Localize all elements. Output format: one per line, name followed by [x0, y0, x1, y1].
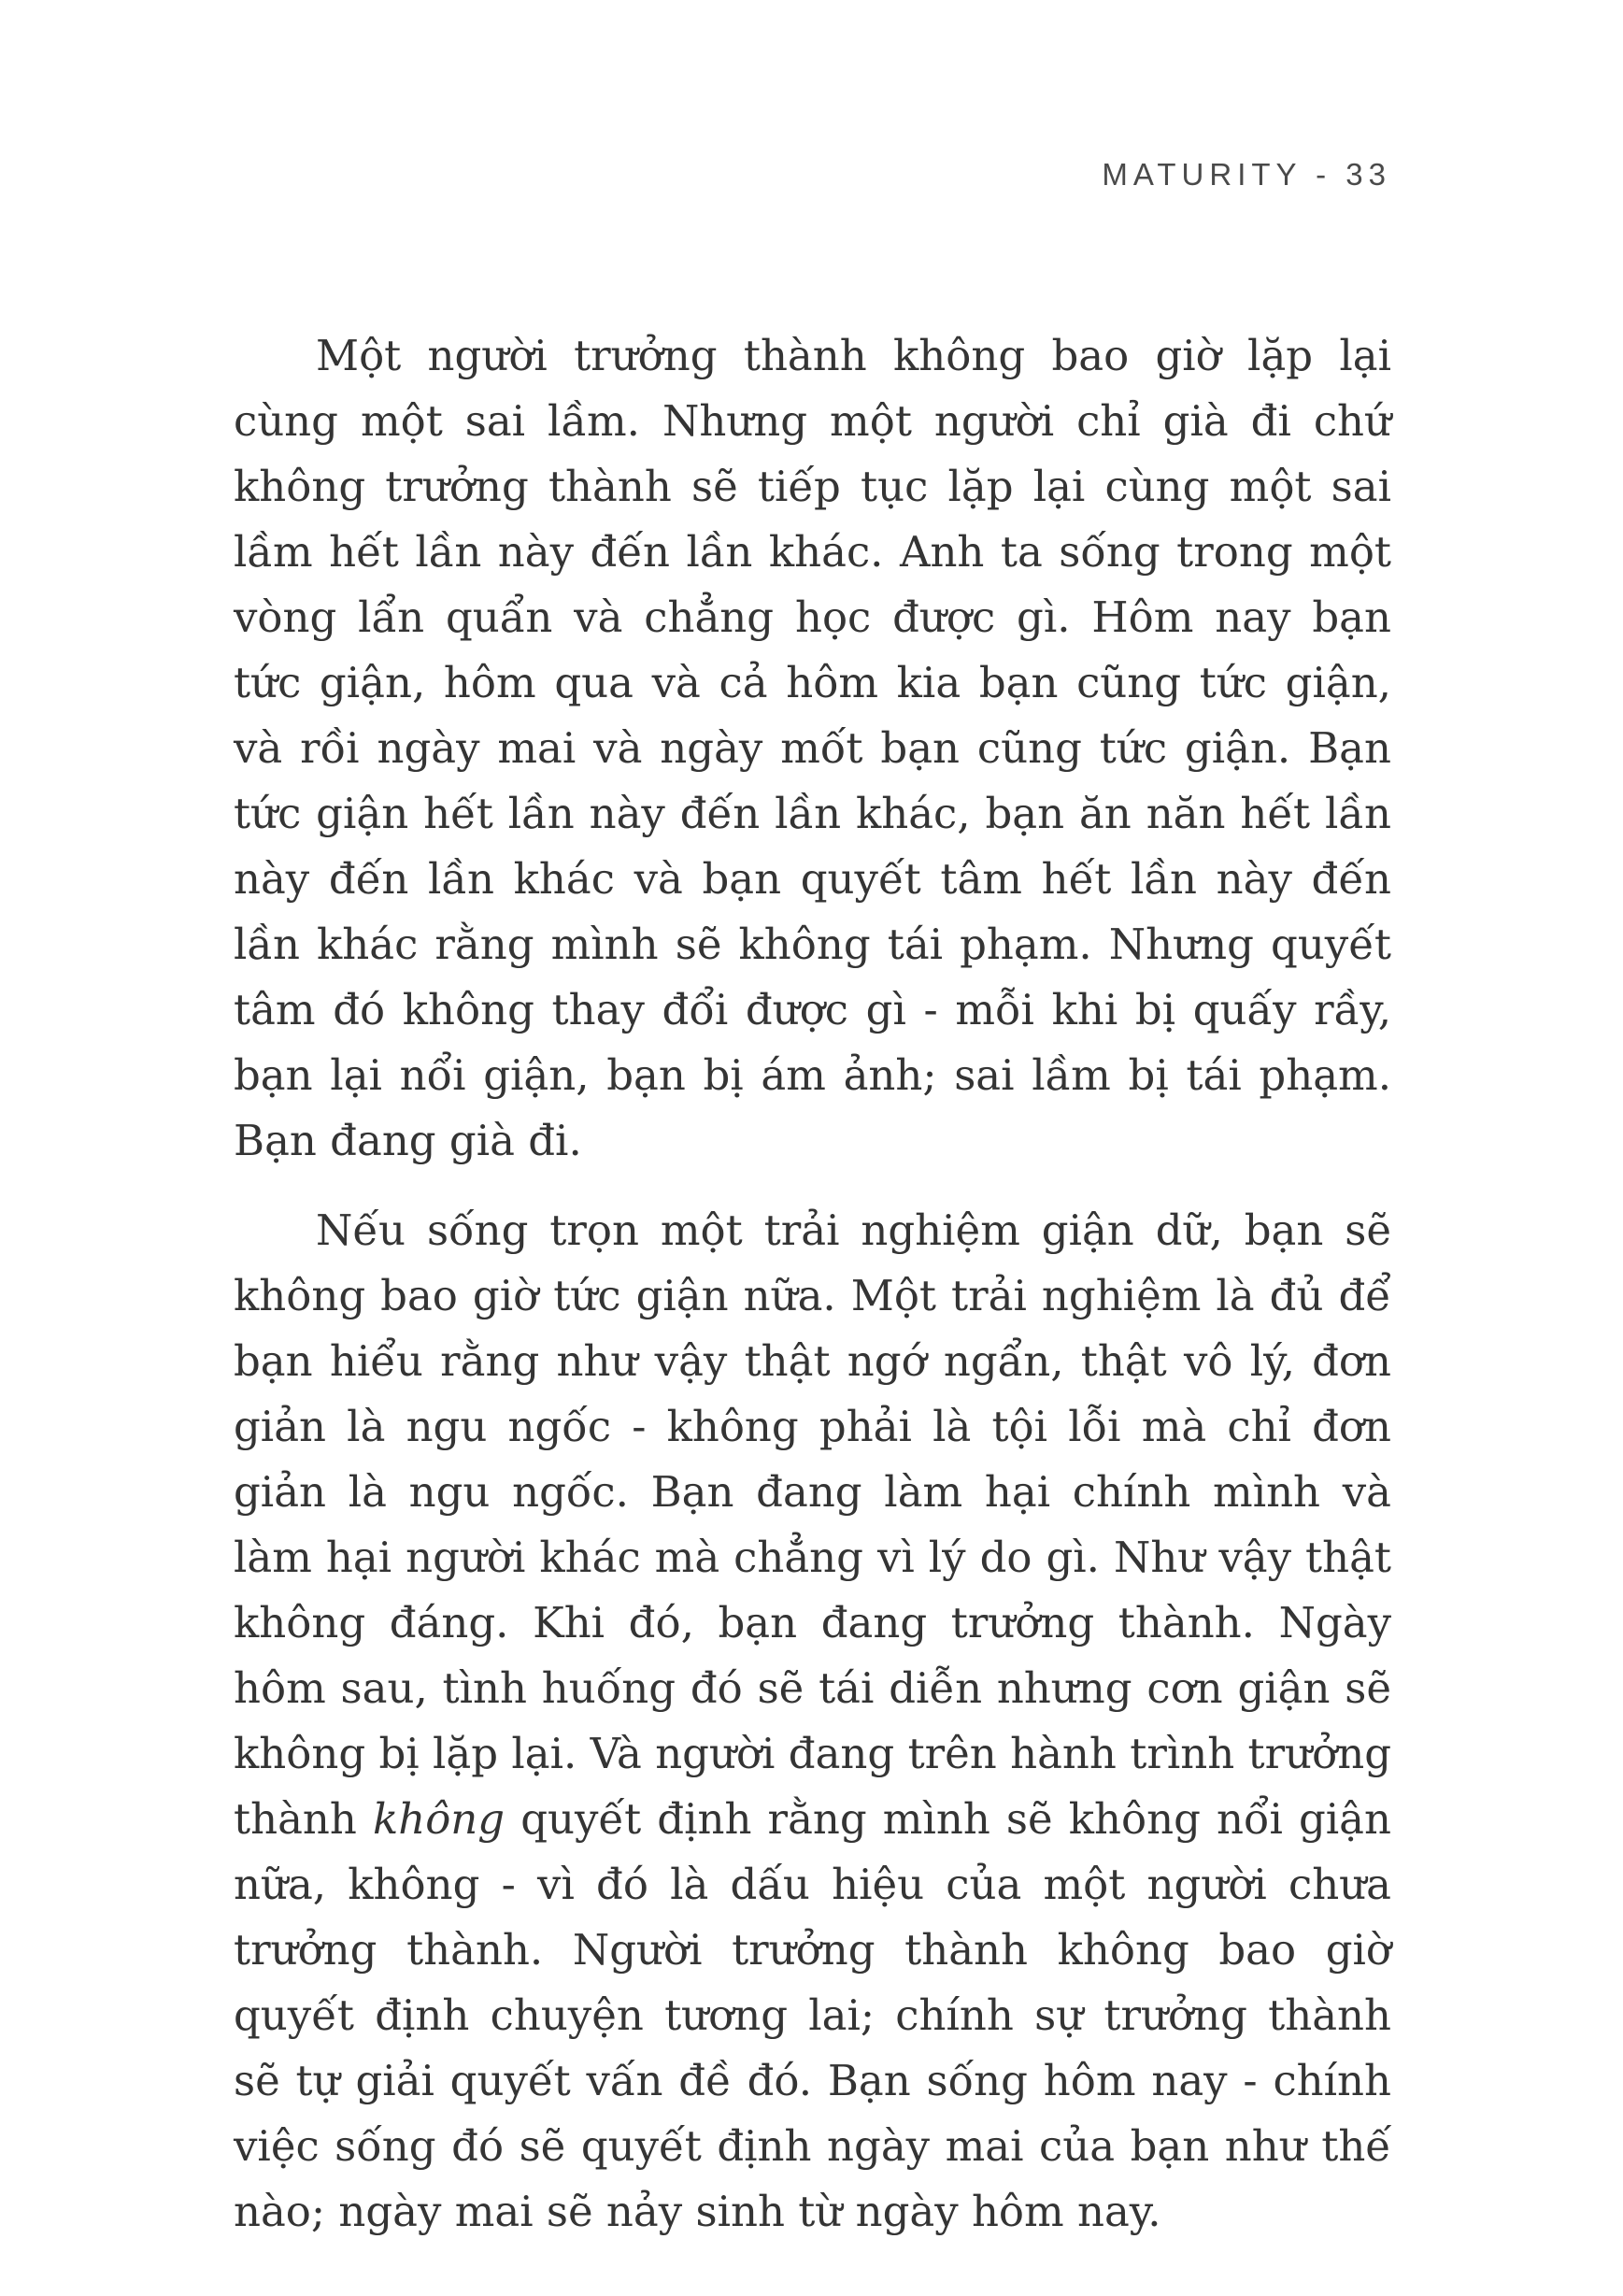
- paragraph-2: [234, 1198, 1391, 2245]
- paragraph-1-text: Một người trưởng thành không bao giờ lặp lại cùng một sai lầm. Nhưng một người chỉ già đi chứ không trưởng thành sẽ tiếp tục lặp lại cùng một sai lầm hết lần này đến lần khác. Anh ta sống trong một vòng lẩn quẩn và chẳng học được gì. Hôm nay bạn tức giận, hôm qua và cả hôm kia bạn cũng tức giận, và rồi ngày mai và ngày mốt bạn cũng tức giận. Bạn tức giận hết lần này đến lần khác, bạn ăn năn hết lần này đến lần khác và bạn quyết tâm hết lần này đến lần khác rằng mình sẽ không tái phạm. Nhưng quyết tâm đó không thay đổi được gì - mỗi khi bị quấy rầy, bạn lại nổi giận, bạn bị ám ảnh; sai lầm bị tái phạm. Bạn đang già đi.: [234, 331, 1391, 1165]
- paragraph-2-text-after: quyết định rằng mình sẽ không nổi giận nữa, không - vì đó là dấu hiệu của một người chưa trưởng thành. Người trưởng thành không bao giờ quyết định chuyện tương lai; chính sự trưởng thành sẽ tự giải quyết vấn đề đó. Bạn sống hôm nay - chính việc sống đó sẽ quyết định ngày mai của bạn như thế nào; ngày mai sẽ nảy sinh từ ngày hôm nay.: [234, 1794, 1391, 2236]
- page-header: [234, 157, 1391, 193]
- page-body: [234, 323, 1391, 2245]
- paragraph-2-text-before: Nếu sống trọn một trải nghiệm giận dữ, bạn sẽ không bao giờ tức giận nữa. Một trải nghiệm là đủ để bạn hiểu rằng như vậy thật ngớ ngẩn, thật vô lý, đơn giản là ngu ngốc - không phải là tội lỗi mà chỉ đơn giản là ngu ngốc. Bạn đang làm hại chính mình và làm hại người khác mà chẳng vì lý do gì. Như vậy thật không đáng. Khi đó, bạn đang trưởng thành. Ngày hôm sau, tình huống đó sẽ tái diễn nhưng cơn giận sẽ không bị lặp lại. Và người đang trên hành trình trưởng thành: [234, 1205, 1391, 1844]
- paragraph-2-italic-word: không: [372, 1794, 505, 1844]
- running-head-title: MATURITY - 33: [1102, 157, 1391, 192]
- paragraph-1: [234, 323, 1391, 1174]
